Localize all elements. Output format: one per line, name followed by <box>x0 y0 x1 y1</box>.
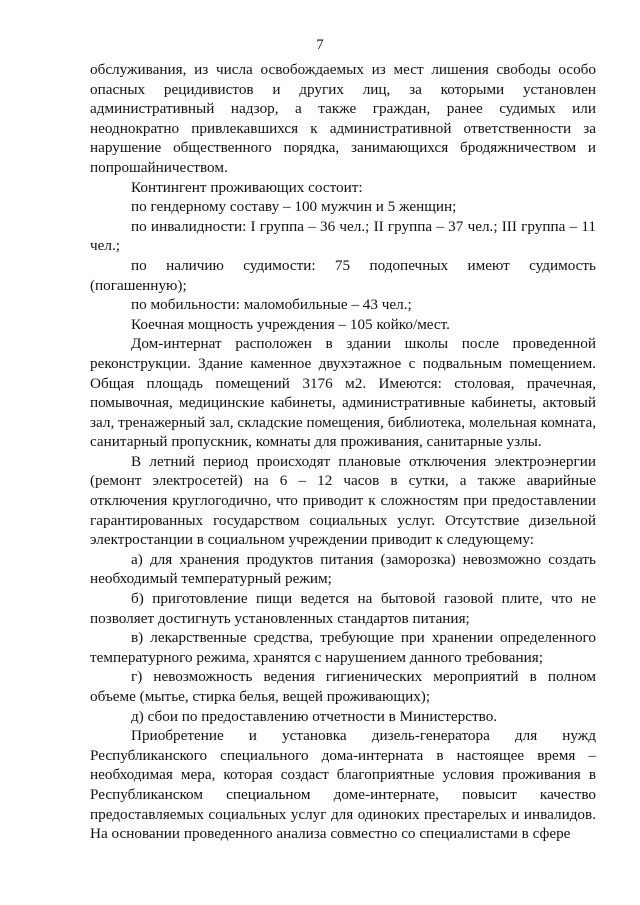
paragraph-building: Дом-интернат расположен в здании школы после проведенной реконструкции. Здание каменное двухэтажное с подвальным помещением. Общая площадь помещений 3176 м2. Имеются: столовая, прачечная, помывочная, медицинские кабинеты, административные кабинеты, актовый зал, тренажерный зал, складские помещения, библиотека, молельная комната, санитарный пропускник, комнаты для проживания, санитарные узлы. <box>90 335 596 451</box>
paragraph-conviction: по наличию судимости: 75 подопечных имеют судимость (погашенную); <box>90 256 596 294</box>
paragraph-mobility: по мобильности: маломобильные – 43 чел.; <box>131 296 412 314</box>
paragraph-power-outages: В летний период происходят плановые отключения электроэнергии (ремонт электросетей) на 6 – 12 часов в сутки, а также аварийные отключения круглогодично, что приводит к сложностям при предоставлении гарантированных государством социальных услуг. Отсутствие дизельной электростанции в социальном учреждении приводит к следующему: <box>90 452 596 549</box>
paragraph-generator: Приобретение и установка дизель-генератора для нужд Республиканского специального дома-интерната в настоящее время – необходимая мера, которая создаст благоприятные условия проживания в Республиканском специальном доме-интернате, повысит качество предоставляемых социальных услуг для одиноких престарелых и инвалидов. На основании проведенного анализа совместно со специалистами в сфере <box>90 727 596 843</box>
list-item-e: д) сбои по предоставлению отчетности в Министерство. <box>131 707 498 725</box>
document-body <box>90 60 596 844</box>
paragraph-gender: по гендерному составу – 100 мужчин и 5 женщин; <box>131 198 457 216</box>
list-item-d: г) невозможность ведения гигиенических мероприятий в полном объеме (мытье, стирка белья, вещей проживающих); <box>90 668 596 705</box>
list-item-a: а) для хранения продуктов питания (заморозка) невозможно создать необходимый температурный режим; <box>90 550 596 588</box>
list-item-b: б) приготовление пищи ведется на бытовой газовой плите, что не позволяет достигнуть установленных стандартов питания; <box>90 590 596 627</box>
page-number: 7 <box>316 37 324 53</box>
paragraph-disability: по инвалидности: I группа – 36 чел.; II группа – 37 чел.; III группа – 11 чел.; <box>90 217 596 255</box>
list-item-c: в) лекарственные средства, требующие при хранении определенного температурного режима, хранятся с нарушением данного требования; <box>90 629 596 666</box>
paragraph-bed-capacity: Коечная мощность учреждения – 105 койко/мест. <box>131 315 450 333</box>
paragraph-continuation: обслуживания, из числа освобождаемых из мест лишения свободы особо опасных рецидивистов и других лиц, за которыми установлен административный надзор, а также граждан, ранее судимых или неоднократно привлекавшихся к административной ответственности за нарушение общественного порядка, занимающихся бродяжничеством и попрошайничеством. <box>90 61 596 176</box>
paragraph-contingent-heading: Контингент проживающих состоит: <box>131 178 363 196</box>
